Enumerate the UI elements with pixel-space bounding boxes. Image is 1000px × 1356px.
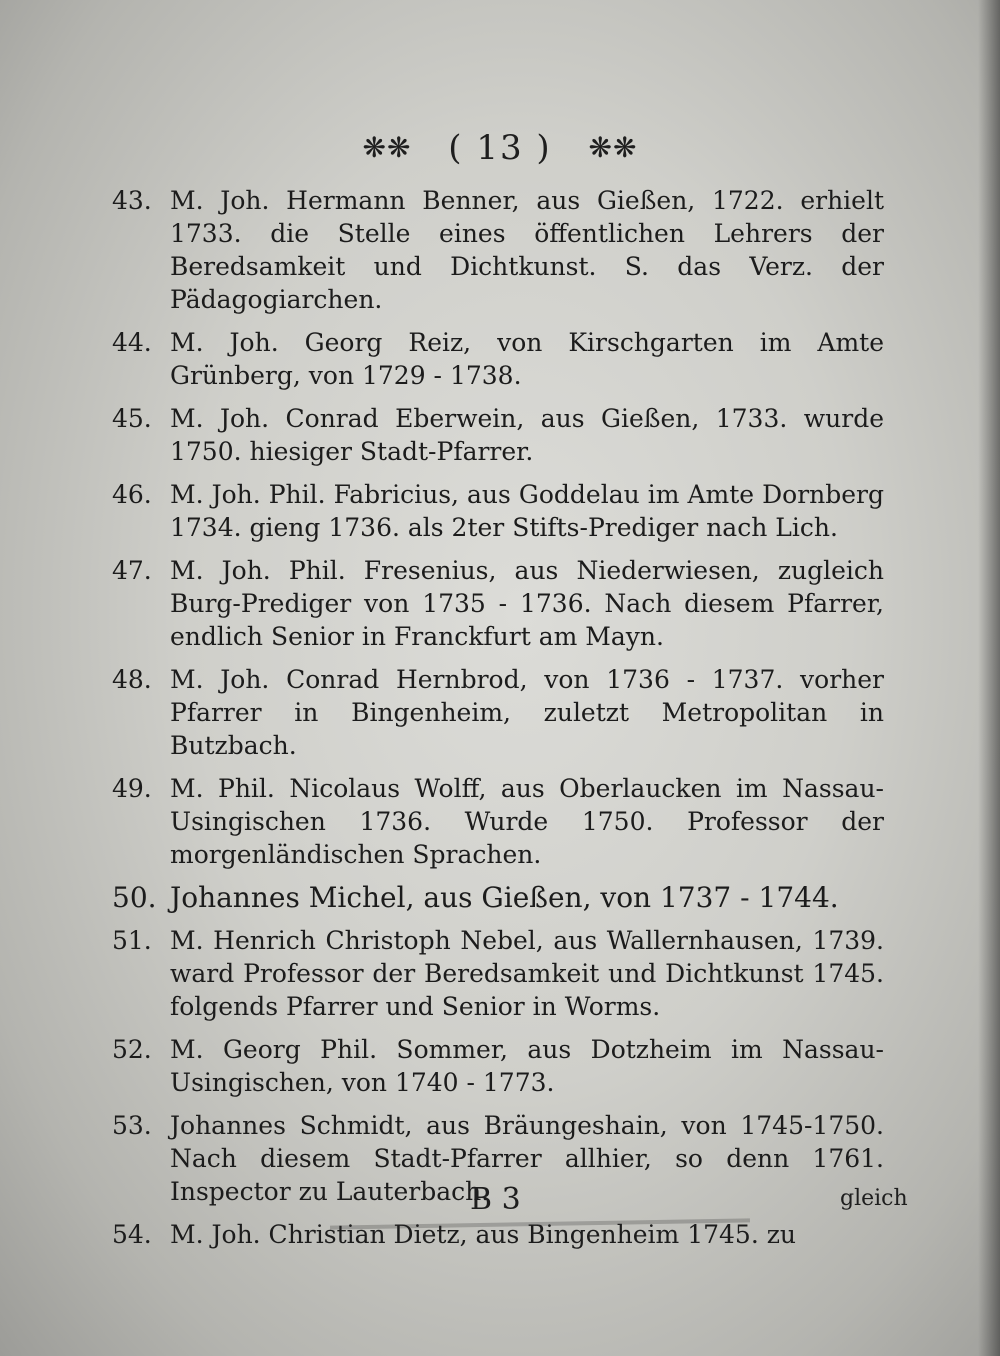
entry-number: 53.: [112, 1111, 152, 1140]
list-item: [112, 881, 884, 914]
catchword: gleich: [840, 1186, 908, 1211]
entry-number: 47.: [112, 556, 152, 585]
entry-text: M. Georg Phil. Sommer, aus Dotzheim im Nassau-Usingischen, von 1740 - 1773.: [170, 1035, 884, 1097]
entry-text: M. Joh. Georg Reiz, von Kirschgarten im Amte Grünberg, von 1729 - 1738.: [170, 328, 884, 390]
entry-text: M. Joh. Conrad Hernbrod, von 1736 - 1737. vorher Pfarrer in Bingenheim, zuletzt Metropolitan in Butzbach.: [170, 665, 884, 760]
entry-number: 51.: [112, 926, 152, 955]
list-item: [112, 924, 884, 1023]
list-item: [112, 1033, 884, 1099]
entry-text: M. Joh. Hermann Benner, aus Gießen, 1722. erhielt 1733. die Stelle eines öffentlichen Lehrers der Beredsamkeit und Dichtkunst. S. das Verz. der Pädagogiarchen.: [170, 186, 884, 314]
ornament-right-icon: ❋❋: [588, 131, 638, 164]
list-item: [112, 772, 884, 871]
entry-text: M. Joh. Christian Dietz, aus Bingenheim 1745. zu: [170, 1220, 796, 1249]
entry-number: 50.: [112, 881, 157, 914]
entry-text: M. Joh. Phil. Fabricius, aus Goddelau im Amte Dornberg 1734. gieng 1736. als 2ter Stifts-Prediger nach Lich.: [170, 480, 884, 542]
list-item: [112, 326, 884, 392]
signature-mark: B 3: [470, 1182, 521, 1217]
list-item: [112, 184, 884, 316]
entry-number: 45.: [112, 404, 152, 433]
entry-number: 43.: [112, 186, 152, 215]
entry-number: 46.: [112, 480, 152, 509]
page-number: ( 13 ): [448, 128, 552, 168]
entry-number: 48.: [112, 665, 152, 694]
entry-text: M. Joh. Conrad Eberwein, aus Gießen, 1733. wurde 1750. hiesiger Stadt-Pfarrer.: [170, 404, 884, 466]
list-item: [112, 554, 884, 653]
entry-number: 49.: [112, 774, 152, 803]
list-item: [112, 478, 884, 544]
list-item: [112, 402, 884, 468]
entry-list: [112, 184, 884, 1261]
entry-number: 54.: [112, 1220, 152, 1249]
page-header: [0, 128, 1000, 168]
entry-text: Johannes Schmidt, aus Bräungeshain, von 1745-1750. Nach diesem Stadt-Pfarrer allhier, so denn 1761. Inspector zu Lauterbach.: [170, 1111, 884, 1206]
ornament-left-icon: ❋❋: [362, 131, 412, 164]
entry-text: M. Joh. Phil. Fresenius, aus Niederwiesen, zugleich Burg-Prediger von 1735 - 1736. Nach diesem Pfarrer, endlich Senior in Franckfurt am Mayn.: [170, 556, 884, 651]
entry-number: 52.: [112, 1035, 152, 1064]
page-edge-shadow: [978, 0, 1000, 1356]
entry-text: M. Phil. Nicolaus Wolff, aus Oberlaucken im Nassau-Usingischen 1736. Wurde 1750. Professor der morgenländischen Sprachen.: [170, 774, 884, 869]
entry-text: Johannes Michel, aus Gießen, von 1737 - 1744.: [170, 881, 839, 914]
entry-number: 44.: [112, 328, 152, 357]
entry-text: M. Henrich Christoph Nebel, aus Wallernhausen, 1739. ward Professor der Beredsamkeit und Dichtkunst 1745. folgends Pfarrer und Senior in Worms.: [170, 926, 884, 1021]
list-item: [112, 663, 884, 762]
